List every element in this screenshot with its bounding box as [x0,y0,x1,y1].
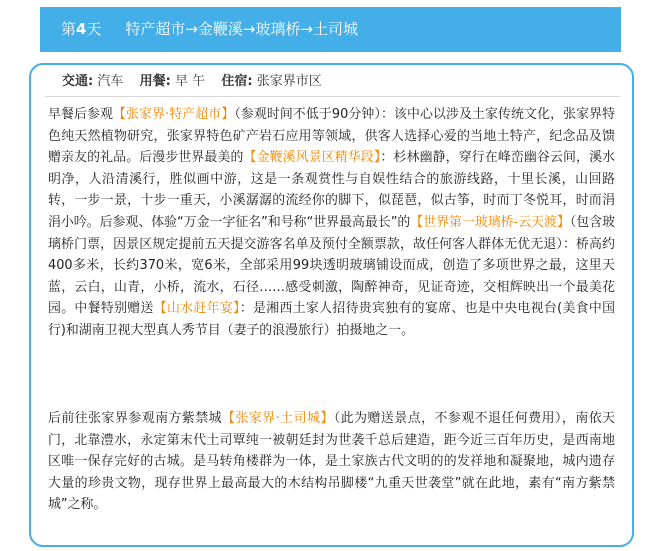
highlight-tusi-city: 【张家界·土司城】 [222,411,334,426]
info-divider [45,96,620,97]
lodging-value: 张家界市区 [256,74,322,89]
p2-text-2: （此为赠送景点，不参观不退任何费用），南依天门，北靠澧水，永定第末代土司覃纯一被朝廷封为世袭千总后建造，距今近三百年历史，是西南地区唯一保存完好的古城。是马转角楼群为一体，是土家族古代文明的的发祥地和凝聚地，城内遗存大量的珍贵文物，现存世界上最高最大的木结构吊脚楼“九重天世袭堂”就在此地，素有“南方紫禁城”之称。 [48,411,615,513]
p1-text-5: ：是湘西土家人招待贵宾独有的宴席、也是中央电视台(美食中国行)和湖南卫视大型真人秀节目（妻子的浪漫旅行）拍摄地之一。 [48,301,615,338]
day-number: 4 [76,20,87,38]
highlight-specialty-market: 【张家界·特产超市】 [113,107,235,122]
transport-label: 交通: [62,74,94,89]
p1-text-4: （包含玻璃桥门票，因景区规定提前五天提交游客名单及预付全额票款，故任何客人群体无优无退）：桥高约400多米，长约370米，宽6米，全部采用99块透明玻璃铺设而成，创造了多项世界之最，这里天蓝，云白，山青，小桥，流水，石径……感受刺激，陶醉神奇，见证奇迹，交相辉映出一个最美花园。中餐特别赠送 [48,214,615,317]
meals-label: 用餐: [139,74,171,89]
lodging-label: 住宿: [221,74,253,89]
trip-info-line [62,73,322,91]
meals-value: 早 午 [174,74,206,89]
day-title-banner [40,7,621,52]
highlight-jinbianxi: 【金鞭溪风景区精华段】 [243,150,381,166]
p1-text-1: 早餐后参观 [48,107,114,122]
paragraph-morning [48,104,615,342]
p2-text-1: 后前往张家界参观南方紫禁城 [48,411,223,426]
itinerary-card [29,63,634,547]
paragraph-afternoon [48,408,615,516]
p1-text-3: ：杉林幽静，穿行在峰峦幽谷云间，溪水明净，人沿清溪行，胜似画中游，这是一条观赏性与自娱性结合的旅游线路，十里长溪，山回路转，一步一景，十步一重天，小溪潺潺的流经你的脚下，似琵琶，似古筝，时而丁冬悦耳，时而涓涓小吟。后参观、体验“万金一字征名”和号称“世界最高最长”的 [48,150,616,230]
highlight-banquet: 【山水赶年宴】 [153,301,240,317]
day-route: 特产超市→金鞭溪→玻璃桥→土司城 [125,20,359,38]
highlight-glass-bridge: 【世界第一玻璃桥-云天渡】 [410,214,570,230]
day-label-prefix: 第 [61,20,77,38]
p1-text-2: （参观时间不低于90分钟）：该中心以涉及土家传统文化，张家界特色纯天然植物研究，张家界特色矿产岩石应用等领域，供客人选择心爱的当地土特产，纪念品及馈赠亲友的礼品。后漫步世界最美的 [48,107,615,166]
transport-value: 汽车 [97,74,124,89]
day-label-suffix: 天 [86,20,102,38]
